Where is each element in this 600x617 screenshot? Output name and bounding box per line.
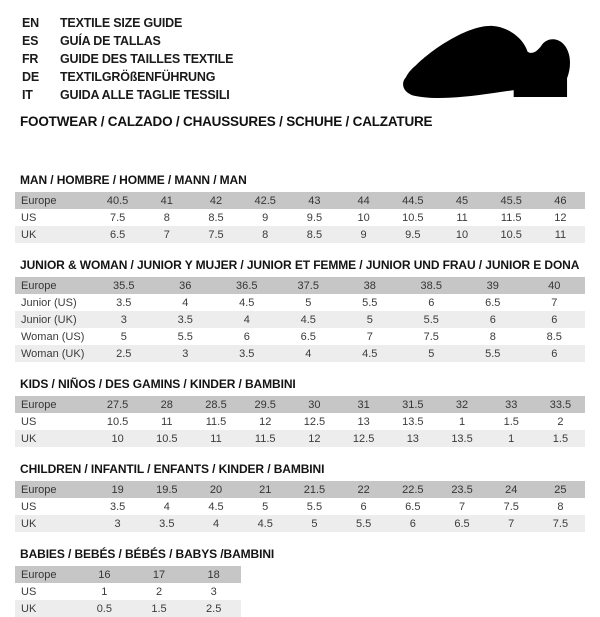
size-value: 8.5	[208, 211, 224, 224]
size-value: 22	[357, 483, 370, 496]
size-section	[15, 547, 585, 617]
size-value: 28	[160, 398, 173, 411]
size-tables	[0, 173, 600, 617]
size-value: 6	[551, 347, 558, 360]
size-value: 7.5	[208, 228, 224, 241]
table-row	[15, 328, 585, 345]
size-value: 5	[428, 347, 435, 360]
size-value: 36.5	[236, 279, 258, 292]
size-value: 38	[363, 279, 376, 292]
table-row	[15, 600, 241, 617]
size-value: 2.5	[206, 602, 222, 615]
size-value: 3	[210, 585, 217, 598]
size-value: 6	[428, 296, 435, 309]
size-value: 4	[182, 296, 189, 309]
size-value: 44	[357, 194, 370, 207]
size-value: 7.5	[423, 330, 439, 343]
size-value: 45	[455, 194, 469, 207]
size-value: 7	[551, 296, 558, 309]
table-row	[15, 311, 585, 328]
size-value: 12	[259, 415, 272, 428]
size-value: 6.5	[300, 330, 316, 343]
size-value: 8	[262, 228, 269, 241]
size-value: 33.5	[549, 398, 572, 411]
size-value: 7	[163, 228, 170, 241]
row-label: Junior (UK)	[21, 313, 77, 326]
size-value: 13.5	[402, 415, 424, 428]
size-value: 45.5	[500, 194, 522, 207]
size-value: 3.5	[177, 313, 193, 326]
size-value: 32	[455, 398, 469, 411]
size-value: 19.5	[156, 483, 178, 496]
size-value: 40	[548, 279, 561, 292]
row-label: US	[21, 211, 37, 224]
size-value: 29.5	[254, 398, 276, 411]
table-header-row	[15, 396, 585, 413]
size-value: 5.5	[423, 313, 439, 326]
row-label: Europe	[21, 398, 57, 411]
table-header-row	[15, 277, 585, 294]
size-table	[15, 396, 585, 447]
row-label: Europe	[21, 483, 57, 496]
language-code: DE	[22, 70, 39, 84]
size-value: 39	[486, 279, 499, 292]
size-value: 0.5	[96, 602, 112, 615]
category-heading: FOOTWEAR / CALZADO / CHAUSSURES / SCHUHE / CALZATURE	[20, 114, 433, 129]
size-value: 12	[554, 211, 567, 224]
language-code: ES	[22, 34, 39, 48]
size-value: 28.5	[205, 398, 227, 411]
table-row	[15, 583, 241, 600]
size-value: 6	[489, 313, 496, 326]
size-value: 19	[111, 483, 124, 496]
size-value: 6.5	[109, 228, 126, 241]
table-header-row	[15, 481, 585, 498]
size-value: 5.5	[485, 347, 501, 360]
size-value: 27.5	[106, 398, 129, 411]
size-value: 7	[366, 330, 373, 343]
size-value: 8	[163, 211, 170, 224]
size-value: 12.5	[352, 432, 375, 445]
row-label: Woman (UK)	[21, 347, 85, 360]
size-value: 4.5	[362, 347, 378, 360]
size-value: 5	[311, 517, 318, 530]
size-value: 7	[458, 500, 466, 513]
section-title: KIDS / NIÑOS / DES GAMINS / KINDER / BAMBINI	[20, 377, 296, 391]
size-value: 11	[554, 228, 567, 241]
size-value: 3.5	[109, 500, 126, 513]
size-value: 1	[458, 415, 466, 428]
size-value: 42.5	[254, 194, 276, 207]
size-value: 10.5	[500, 228, 522, 241]
size-value: 22.5	[402, 483, 424, 496]
size-value: 11	[456, 211, 468, 224]
size-value: 5	[305, 296, 312, 309]
size-value: 30	[308, 398, 321, 411]
size-value: 6.5	[454, 517, 470, 530]
size-value: 3	[114, 517, 121, 530]
size-value: 6	[409, 517, 416, 530]
size-value: 11	[210, 432, 222, 445]
size-value: 46	[554, 194, 567, 207]
row-label: US	[21, 585, 37, 598]
language-label: TEXTILGRÖßENFÜHRUNG	[60, 70, 216, 84]
table-row	[15, 498, 585, 515]
language-code: FR	[22, 52, 39, 66]
size-value: 4.5	[239, 296, 255, 309]
table-row	[15, 413, 585, 430]
size-value: 37.5	[297, 279, 319, 292]
section-title: JUNIOR & WOMAN / JUNIOR Y MUJER / JUNIOR ET FEMME / JUNIOR UND FRAU / JUNIOR E DONA	[20, 258, 580, 272]
table-header-row	[15, 192, 585, 209]
size-value: 40.5	[106, 194, 129, 207]
row-label: UK	[21, 228, 37, 241]
size-value: 20	[209, 483, 223, 496]
size-value: 7.5	[552, 517, 569, 530]
size-value: 1	[101, 585, 108, 598]
page-header	[0, 0, 600, 112]
size-section	[15, 258, 585, 362]
size-value: 8	[557, 500, 564, 513]
row-label: Woman (US)	[21, 330, 85, 343]
size-value: 41	[160, 194, 173, 207]
size-table	[15, 277, 585, 362]
size-value: 3.5	[239, 347, 255, 360]
size-value: 8	[489, 330, 496, 343]
size-value: 11.5	[254, 432, 276, 445]
size-value: 13	[357, 415, 370, 428]
size-value: 6.5	[405, 500, 421, 513]
language-label: TEXTILE SIZE GUIDE	[60, 16, 183, 30]
size-value: 4	[305, 347, 312, 360]
section-title: MAN / HOMBRE / HOMME / MANN / MAN	[20, 173, 247, 187]
row-label: US	[21, 500, 37, 513]
size-value: 13	[406, 432, 419, 445]
size-value: 3.5	[159, 517, 175, 530]
size-table	[15, 192, 585, 243]
size-value: 9.5	[306, 211, 323, 224]
size-value: 43	[308, 194, 321, 207]
size-section	[15, 173, 585, 243]
size-value: 5.5	[355, 517, 372, 530]
size-value: 35.5	[113, 279, 135, 292]
size-value: 5.5	[306, 500, 323, 513]
section-title: CHILDREN / INFANTIL / ENFANTS / KINDER / BAMBINI	[20, 462, 325, 476]
size-section	[15, 462, 585, 532]
size-value: 25	[554, 483, 567, 496]
size-value: 5.5	[177, 330, 193, 343]
table-row	[15, 209, 585, 226]
size-value: 1.5	[503, 415, 519, 428]
size-value: 2	[557, 415, 564, 428]
size-value: 10	[455, 228, 469, 241]
row-label: UK	[21, 602, 37, 615]
size-value: 2	[155, 585, 163, 598]
table-row	[15, 430, 585, 447]
size-value: 6	[360, 500, 367, 513]
table-row	[15, 345, 585, 362]
size-value: 36	[179, 279, 192, 292]
size-value: 31	[357, 398, 370, 411]
size-value: 4.5	[208, 500, 224, 513]
size-value: 10.5	[156, 432, 178, 445]
size-value: 7	[508, 517, 515, 530]
size-value: 4	[163, 500, 170, 513]
size-value: 7.5	[503, 500, 519, 513]
size-value: 11.5	[205, 415, 227, 428]
size-value: 10	[111, 432, 124, 445]
size-value: 44.5	[402, 194, 424, 207]
size-table	[15, 566, 241, 617]
row-label: US	[21, 415, 37, 428]
language-label: GUIDA ALLE TAGLIE TESSILI	[60, 88, 230, 102]
row-label: Junior (US)	[21, 296, 77, 309]
size-value: 21	[259, 483, 272, 496]
size-value: 42	[209, 194, 223, 207]
size-value: 3	[120, 313, 127, 326]
size-value: 6	[551, 313, 558, 326]
row-label: Europe	[21, 568, 57, 581]
size-value: 16	[98, 568, 111, 581]
shoe-icon	[396, 18, 578, 102]
size-value: 10	[357, 211, 370, 224]
size-value: 4	[212, 517, 220, 530]
table-row	[15, 515, 585, 532]
size-value: 8.5	[546, 330, 562, 343]
language-label: GUÍA DE TALLAS	[60, 34, 161, 48]
language-code: EN	[22, 16, 39, 30]
size-value: 1	[508, 432, 515, 445]
row-label: UK	[21, 432, 37, 445]
size-value: 13.5	[451, 432, 473, 445]
size-section	[15, 377, 585, 447]
size-value: 1.5	[552, 432, 569, 445]
size-value: 6.5	[485, 296, 501, 309]
size-value: 5	[366, 313, 373, 326]
size-value: 11	[161, 415, 173, 428]
size-value: 24	[505, 483, 518, 496]
language-label: GUIDE DES TAILLES TEXTILE	[60, 52, 234, 66]
row-label: Europe	[21, 194, 57, 207]
size-value: 5.5	[362, 296, 378, 309]
size-value: 4.5	[257, 517, 273, 530]
language-code: IT	[22, 88, 33, 102]
size-value: 17	[152, 568, 166, 581]
size-value: 9	[360, 228, 367, 241]
size-value: 33	[505, 398, 518, 411]
size-value: 1.5	[151, 602, 167, 615]
size-value: 4.5	[300, 313, 316, 326]
size-value: 8.5	[306, 228, 323, 241]
table-row	[15, 294, 585, 311]
table-header-row	[15, 566, 241, 583]
table-row	[15, 226, 585, 243]
size-value: 5	[120, 330, 127, 343]
size-value: 21.5	[303, 483, 326, 496]
size-value: 31.5	[402, 398, 424, 411]
size-value: 9.5	[405, 228, 421, 241]
size-value: 4	[243, 313, 250, 326]
size-value: 3	[182, 347, 189, 360]
size-value: 5	[262, 500, 269, 513]
row-label: Europe	[21, 279, 57, 292]
section-title: BABIES / BEBÉS / BÉBÉS / BABYS /BAMBINI	[20, 547, 275, 561]
size-value: 12.5	[303, 415, 326, 428]
size-value: 38.5	[420, 279, 442, 292]
size-value: 3.5	[116, 296, 132, 309]
size-value: 10.5	[106, 415, 129, 428]
row-label: UK	[21, 517, 37, 530]
size-value: 11.5	[500, 211, 522, 224]
size-value: 7.5	[109, 211, 126, 224]
size-value: 2.5	[116, 347, 132, 360]
size-value: 10.5	[402, 211, 424, 224]
size-value: 23.5	[451, 483, 473, 496]
size-value: 6	[243, 330, 250, 343]
size-table	[15, 481, 585, 532]
size-value: 12	[308, 432, 321, 445]
size-value: 18	[207, 568, 220, 581]
size-value: 9	[262, 211, 269, 224]
